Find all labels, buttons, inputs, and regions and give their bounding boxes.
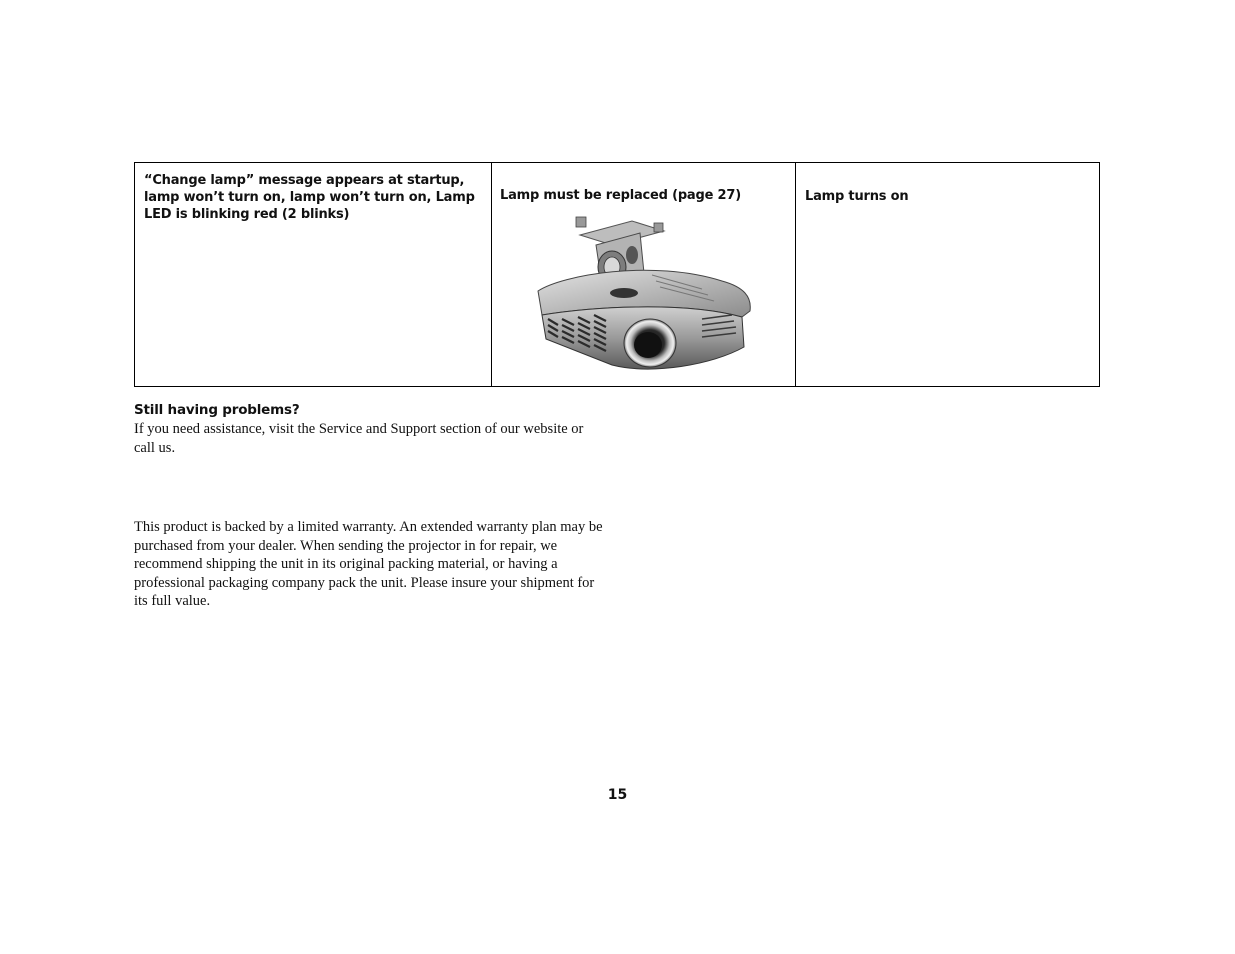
solution-cell	[492, 163, 796, 386]
problem-text: “Change lamp” message appears at startup, lamp won’t turn on, lamp won’t turn on, Lamp LED is blinking red (2 blinks)	[144, 173, 475, 222]
problem-cell	[135, 163, 492, 386]
troubleshooting-table	[134, 162, 1100, 387]
support-heading: Still having problems?	[134, 402, 300, 418]
result-cell	[796, 163, 1099, 386]
solution-text: Lamp must be replaced (page 27)	[500, 188, 741, 203]
result-text: Lamp turns on	[805, 189, 909, 204]
support-paragraph: If you need assistance, visit the Service and Support section of our website or call us.	[134, 421, 584, 456]
warranty-paragraph: This product is backed by a limited warranty. An extended warranty plan may be purchased from your dealer. When sending the projector in for repair, we recommend shipping the unit in its original packing material, or having a professional packaging company pack the unit. Please insure your shipment for its full value.	[134, 519, 603, 609]
projector-lamp-illustration	[532, 215, 756, 375]
page-number: 15	[607, 787, 628, 803]
